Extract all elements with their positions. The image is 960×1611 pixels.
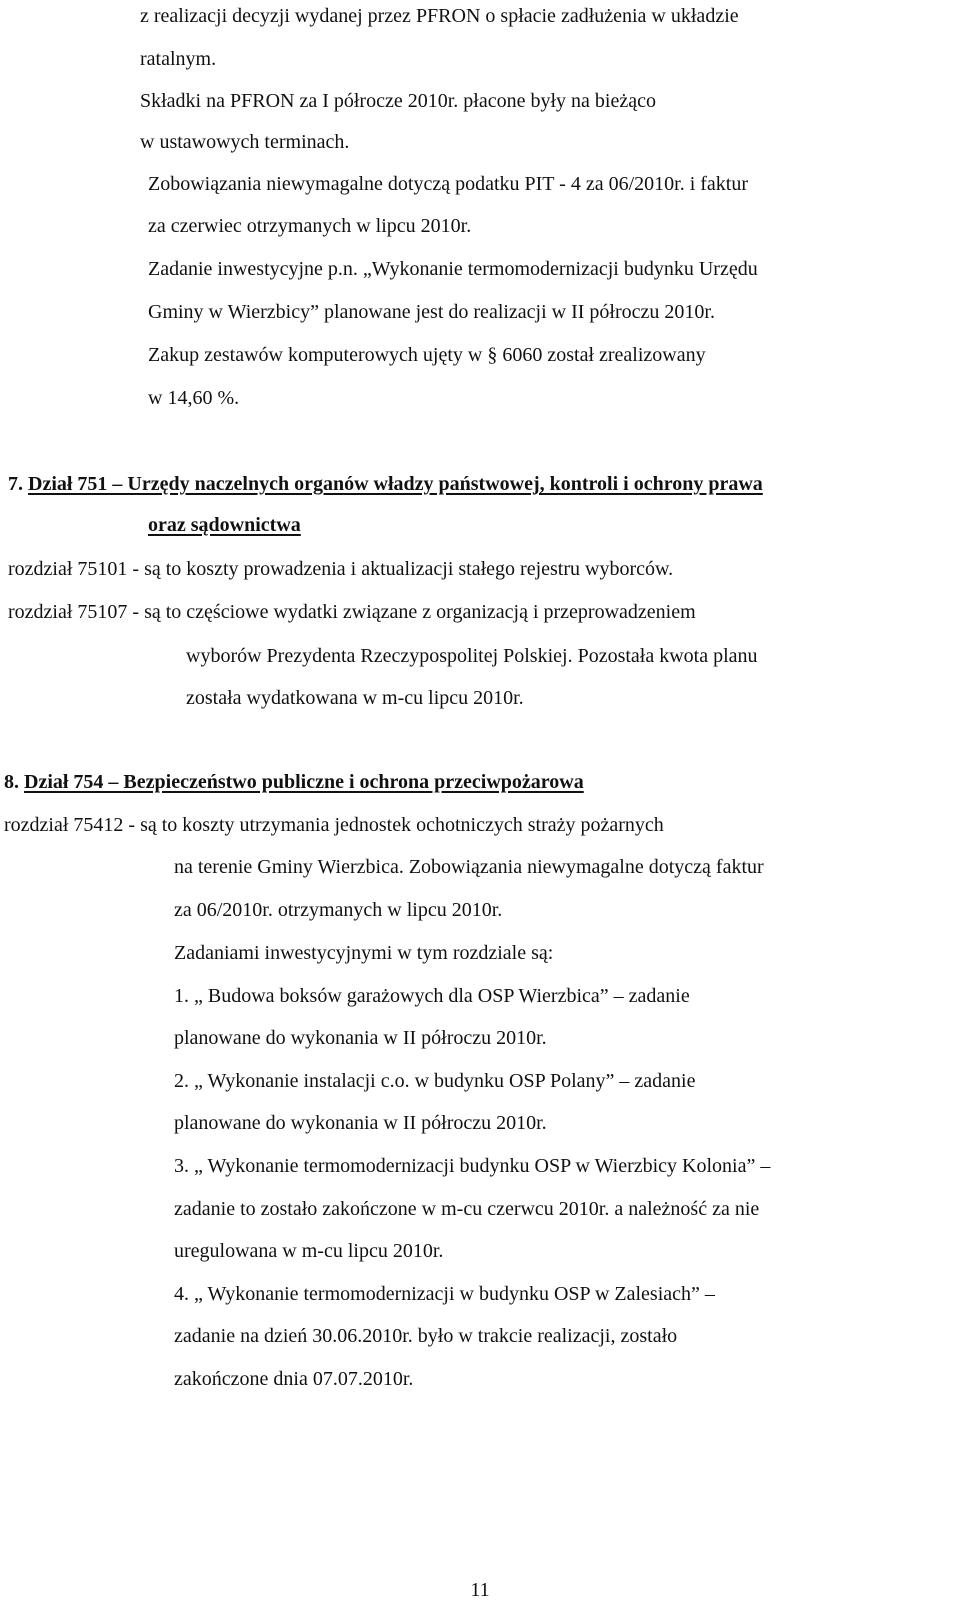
task-1-line-1: 1. „ Budowa boksów garażowych dla OSP Wierzbica” – zadanie xyxy=(174,985,690,1007)
task-4-line-1: 4. „ Wykonanie termomodernizacji w budynku OSP w Zalesiach” – xyxy=(174,1283,715,1305)
section7-heading-line-2: oraz sądownictwa xyxy=(148,514,301,536)
section8-heading: 8. Dział 754 – Bezpieczeństwo publiczne i ochrona przeciwpożarowa xyxy=(4,771,584,793)
intro-line-5: Zobowiązania niewymagalne dotyczą podatku PIT - 4 za 06/2010r. i faktur xyxy=(148,173,748,195)
intro-line-10: w 14,60 %. xyxy=(148,387,240,409)
intro-line-3: Składki na PFRON za I półrocze 2010r. płacone były na bieżąco xyxy=(140,90,656,112)
section7-line-1: rozdział 75101 - są to koszty prowadzenia i aktualizacji stałego rejestru wyborców. xyxy=(8,558,674,580)
section7-heading-text: 7. Dział 751 – Urzędy naczelnych organów władzy państwowej, kontroli i ochrony prawa xyxy=(8,473,763,495)
task-2-line-2: planowane do wykonania w II półroczu 2010r. xyxy=(174,1112,547,1134)
task-4-line-2: zadanie na dzień 30.06.2010r. było w trakcie realizacji, zostało xyxy=(174,1325,678,1347)
section8-line-1: rozdział 75412 - są to koszty utrzymania jednostek ochotniczych straży pożarnych xyxy=(4,814,664,836)
intro-line-9: Zakup zestawów komputerowych ujęty w § 6060 został zrealizowany xyxy=(148,344,706,366)
page-number: 11 xyxy=(470,1579,490,1601)
task-4-line-3: zakończone dnia 07.07.2010r. xyxy=(174,1368,414,1390)
section8-line-3: za 06/2010r. otrzymanych w lipcu 2010r. xyxy=(174,899,503,921)
section7-line-4: została wydatkowana w m-cu lipcu 2010r. xyxy=(186,687,524,709)
task-3-line-3: uregulowana w m-cu lipcu 2010r. xyxy=(174,1240,444,1262)
task-3-line-1: 3. „ Wykonanie termomodernizacji budynku OSP w Wierzbicy Kolonia” – xyxy=(174,1155,771,1177)
task-2-line-1: 2. „ Wykonanie instalacji c.o. w budynku OSP Polany” – zadanie xyxy=(174,1070,696,1092)
task-1-line-2: planowane do wykonania w II półroczu 2010r. xyxy=(174,1027,547,1049)
task-3-line-2: zadanie to zostało zakończone w m-cu czerwcu 2010r. a należność za nie xyxy=(174,1198,760,1220)
intro-line-4: w ustawowych terminach. xyxy=(140,131,350,153)
section8-line-2: na terenie Gminy Wierzbica. Zobowiązania niewymagalne dotyczą faktur xyxy=(174,856,764,878)
intro-line-2: ratalnym. xyxy=(140,48,217,70)
section8-line-4: Zadaniami inwestycyjnymi w tym rozdziale są: xyxy=(174,942,554,964)
intro-line-1: z realizacji decyzji wydanej przez PFRON o spłacie zadłużenia w układzie xyxy=(140,5,739,27)
section7-heading xyxy=(8,472,763,496)
intro-line-7: Zadanie inwestycyjne p.n. „Wykonanie termomodernizacji budynku Urzędu xyxy=(148,258,758,280)
section7-line-3: wyborów Prezydenta Rzeczypospolitej Polskiej. Pozostała kwota planu xyxy=(186,645,758,667)
section7-line-2: rozdział 75107 - są to częściowe wydatki związane z organizacją i przeprowadzeniem xyxy=(8,601,696,623)
intro-line-8: Gminy w Wierzbicy” planowane jest do realizacji w II półroczu 2010r. xyxy=(148,301,715,323)
intro-line-6: za czerwiec otrzymanych w lipcu 2010r. xyxy=(148,215,472,237)
